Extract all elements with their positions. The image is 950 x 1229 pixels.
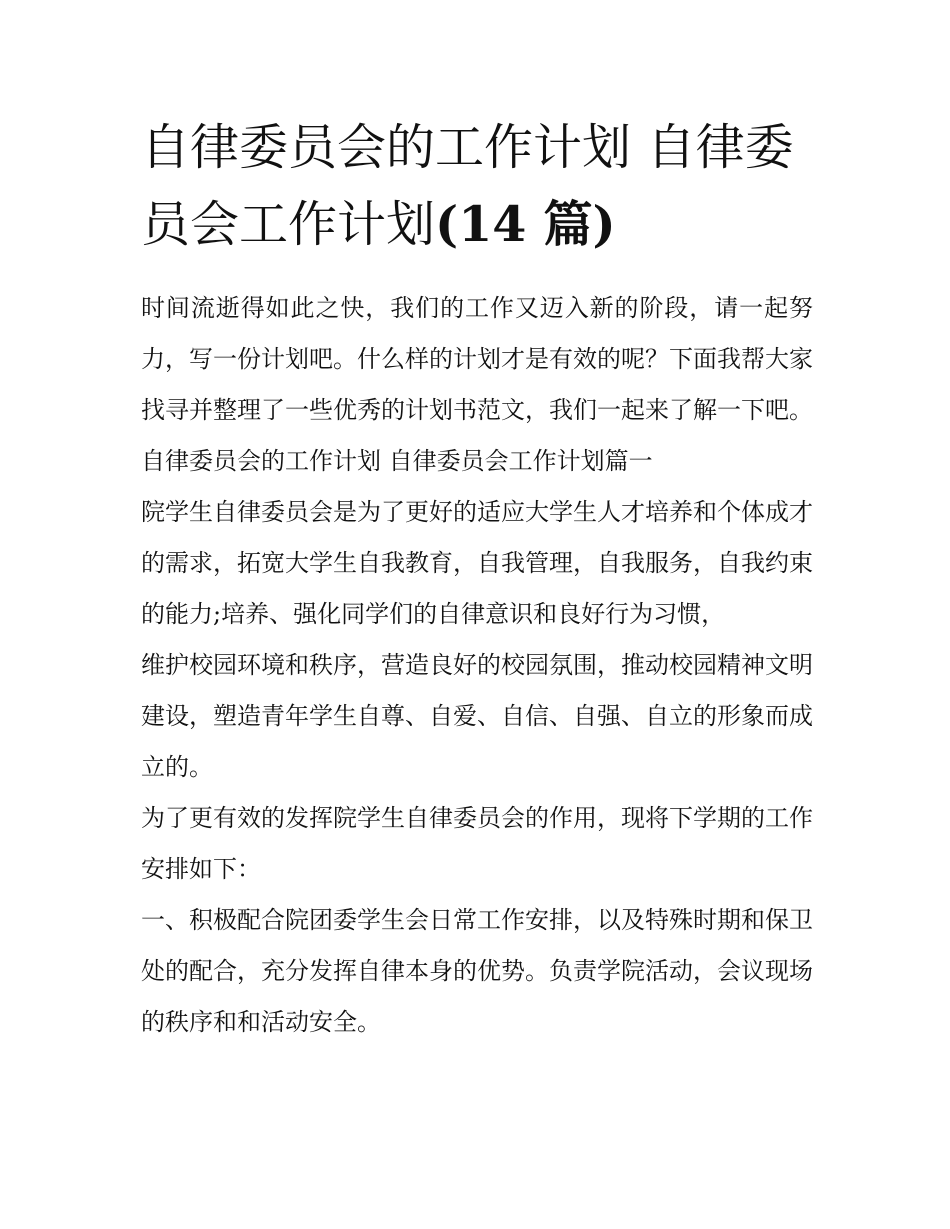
paragraph-purpose: 院学生自律委员会是为了更好的适应大学生人才培养和个体成才的需求，拓宽大学生自我教育，自我管理，自我服务，自我约束的能力;培养、强化同学们的自律意识和良好行为习惯， — [141, 498, 813, 628]
title-text: 自律委员会的工作计划 自律委员会工作计划 — [141, 119, 794, 253]
paragraph-item-one: 一、积极配合院团委学生会日常工作安排，以及特殊时期和保卫处的配合，充分发挥自律本身的优势。负责学院活动，会议现场的秩序和和活动安全。 — [141, 906, 813, 1036]
paragraph-section-heading: 自律委员会的工作计划 自律委员会工作计划篇一 — [141, 447, 653, 475]
paragraph-purpose-continued: 维护校园环境和秩序，营造良好的校园氛围，推动校园精神文明建设，塑造青年学生自尊、自爱、自信、自强、自立的形象而成立的。 — [141, 651, 813, 781]
document-title — [141, 110, 813, 263]
document-page — [141, 110, 813, 1048]
title-count: (14 篇) — [435, 195, 616, 253]
paragraph-intro: 时间流逝得如此之快，我们的工作又迈入新的阶段，请一起努力，写一份计划吧。什么样的计划才是有效的呢？下面我帮大家找寻并整理了一些优秀的计划书范文，我们一起来了解一下吧。 — [141, 294, 813, 424]
paragraph-arrangement-intro: 为了更有效的发挥院学生自律委员会的作用，现将下学期的工作安排如下： — [141, 804, 813, 883]
